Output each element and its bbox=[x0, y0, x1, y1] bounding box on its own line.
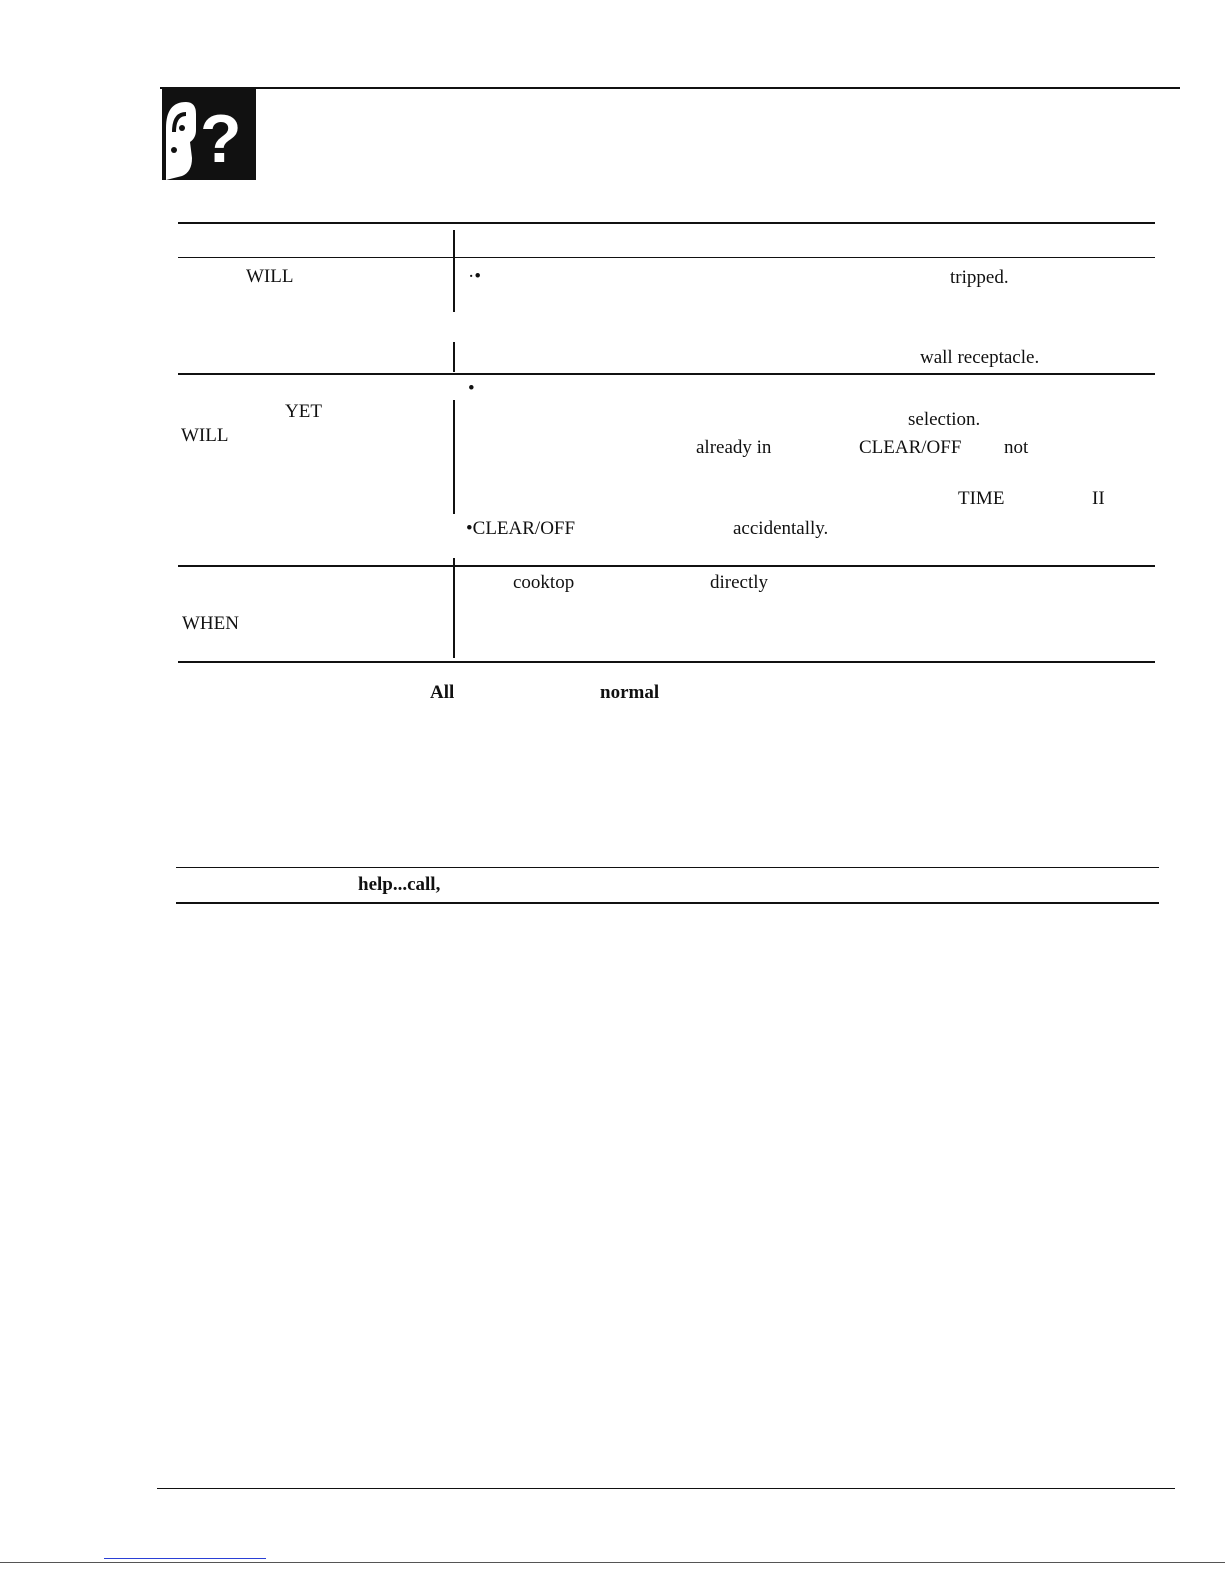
row2-bottom-rule bbox=[178, 565, 1155, 567]
row1-bullet: ·• bbox=[468, 266, 481, 287]
row2-problem-text: WILL bbox=[181, 425, 229, 446]
ear-question-icon bbox=[162, 88, 256, 180]
row2-cause-text: already in bbox=[696, 437, 772, 458]
row2-cause-text: not bbox=[1004, 437, 1029, 458]
row3-problem-text: WHEN bbox=[182, 613, 239, 634]
row3-cause-text: cooktop bbox=[513, 572, 575, 593]
svg-text:?: ? bbox=[200, 101, 242, 177]
page-link-underline bbox=[104, 1558, 266, 1559]
help-bar-bottom-rule bbox=[176, 902, 1159, 904]
row2-problem-text: YET bbox=[285, 401, 322, 422]
table-bottom-rule bbox=[178, 661, 1155, 663]
row3-cause-text: directly bbox=[710, 572, 769, 593]
row1-cause-text: wall receptacle. bbox=[920, 347, 1040, 368]
row2-cause-text: II bbox=[1092, 488, 1105, 509]
column-divider bbox=[453, 558, 455, 658]
row1-bottom-rule bbox=[178, 373, 1155, 375]
row2-bullet: • bbox=[468, 378, 475, 399]
help-bar-text: help...call, bbox=[358, 874, 441, 895]
column-divider bbox=[453, 342, 455, 372]
row1-problem-text: WILL bbox=[246, 266, 294, 287]
header-rule bbox=[160, 87, 1180, 89]
footer-rule bbox=[157, 1488, 1175, 1489]
help-bar-top-rule bbox=[176, 867, 1159, 868]
column-divider bbox=[453, 230, 455, 312]
note-text: All bbox=[430, 682, 455, 703]
page-bottom-rule bbox=[0, 1562, 1225, 1563]
table-top-rule bbox=[178, 222, 1155, 224]
row2-cause-text: selection. bbox=[908, 409, 981, 430]
row2-cause-text: TIME bbox=[958, 488, 1005, 509]
row2-cause-text: CLEAR/OFF bbox=[859, 437, 962, 458]
note-text: normal bbox=[600, 682, 660, 703]
row2-cause-text: accidentally. bbox=[733, 518, 829, 539]
column-divider bbox=[453, 400, 455, 514]
row2-cause-text: •CLEAR/OFF bbox=[466, 518, 576, 539]
table-header-rule bbox=[178, 257, 1155, 258]
row1-cause-text: tripped. bbox=[950, 267, 1009, 288]
